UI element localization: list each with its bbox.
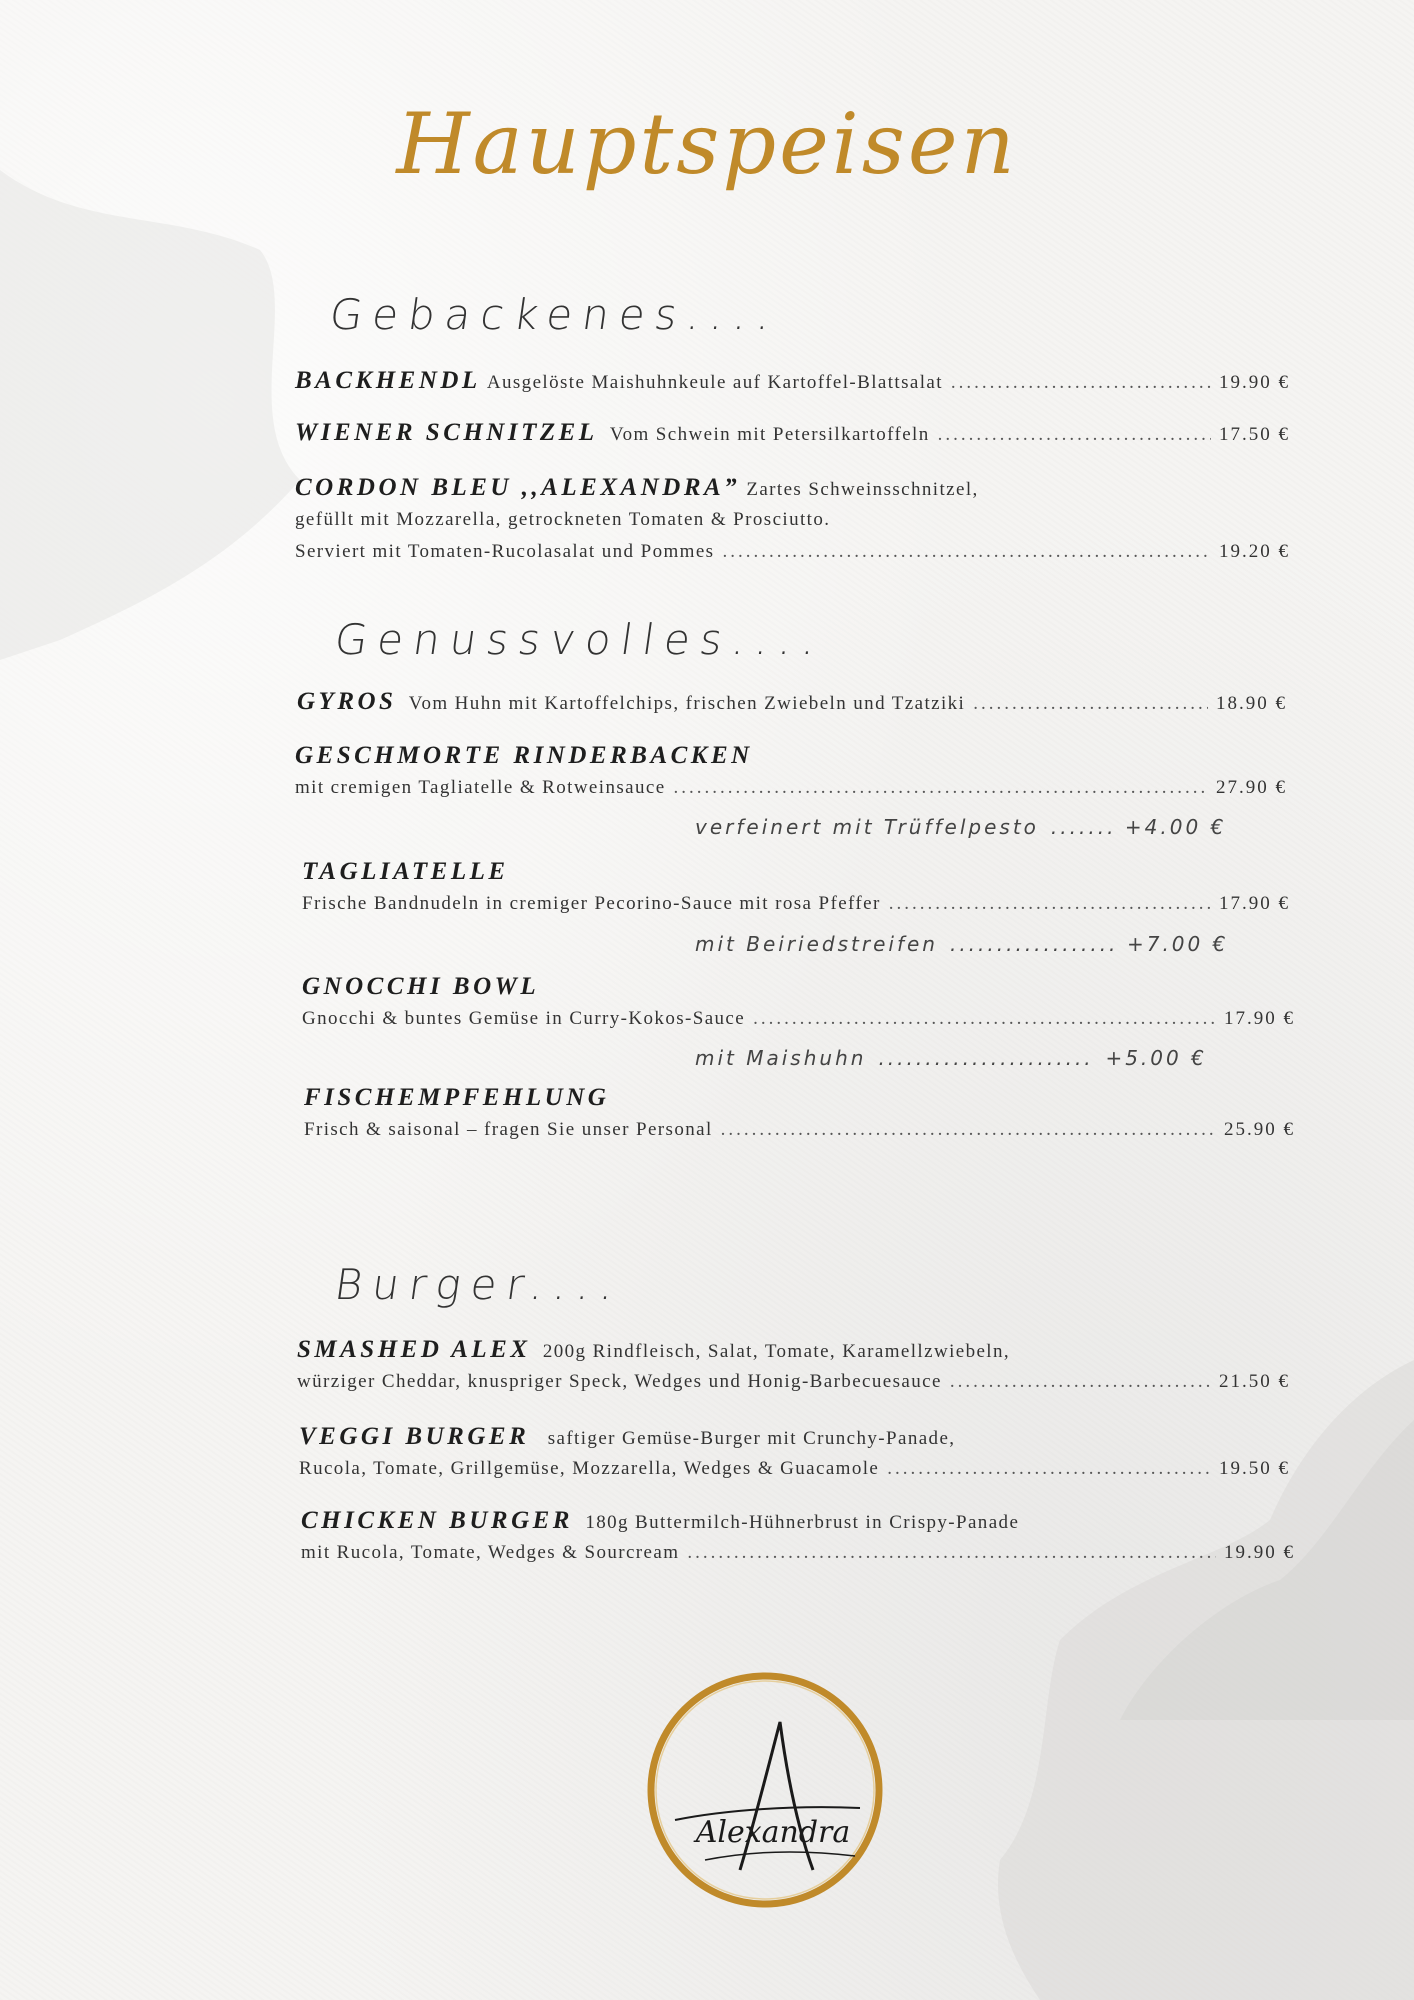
menu-item-wiener-schnitzel <box>295 417 1290 449</box>
menu-item-gyros <box>297 686 1287 718</box>
menu-item-chicken-burger <box>301 1505 1295 1569</box>
extra-label: mit Maishuhn <box>695 1046 867 1070</box>
alexandra-logo <box>645 1670 885 1910</box>
menu-item-cordon-bleu <box>295 472 1290 568</box>
item-name: GESCHMORTE RINDERBACKEN <box>295 742 753 769</box>
item-desc: Zartes Schweinsschnitzel, <box>746 479 979 500</box>
item-desc-line3: Serviert mit Tomaten-Rucolasalat und Pommes <box>295 541 715 562</box>
menu-item-gnocchi-bowl <box>302 971 1295 1035</box>
item-name: WIENER SCHNITZEL <box>295 419 598 446</box>
item-desc-line2: Rucola, Tomate, Grillgemüse, Mozzarella, Wedges & Guacamole <box>299 1458 880 1479</box>
section-title-genussvolles: Genussvolles.... <box>331 615 829 664</box>
extra-price: +4.00 € <box>1124 815 1227 839</box>
item-price: 19.90 € <box>1224 1542 1295 1563</box>
logo-text: Alexandra <box>695 1815 851 1850</box>
item-desc: Frisch & saisonal – fragen Sie unser Personal <box>304 1119 713 1140</box>
item-name: CORDON BLEU ,,ALEXANDRA” <box>295 474 741 501</box>
item-name: CHICKEN BURGER <box>301 1507 573 1534</box>
item-desc-line2: gefüllt mit Mozzarella, getrockneten Tomaten & Prosciutto. <box>295 509 831 530</box>
item-price: 17.50 € <box>1219 424 1290 445</box>
item-price: 21.50 € <box>1219 1371 1290 1392</box>
item-desc: Gnocchi & buntes Gemüse in Curry-Kokos-Sauce <box>302 1008 746 1029</box>
menu-item-veggi-burger <box>299 1421 1290 1485</box>
item-extra-maishuhn <box>695 1046 1207 1070</box>
item-price: 18.90 € <box>1216 693 1287 714</box>
item-extra-beiriedstreifen <box>695 932 1228 956</box>
menu-item-backhendl <box>295 365 1290 397</box>
item-price: 27.90 € <box>1216 777 1287 798</box>
extra-label: mit Beiriedstreifen <box>695 932 938 956</box>
item-price: 19.90 € <box>1219 372 1290 393</box>
item-desc: Vom Huhn mit Kartoffelchips, frischen Zwiebeln und Tzatziki <box>408 693 966 714</box>
item-price: 19.50 € <box>1219 1458 1290 1479</box>
item-name: SMASHED ALEX <box>297 1336 531 1363</box>
menu-item-smashed-alex <box>297 1334 1290 1398</box>
item-price: 25.90 € <box>1224 1119 1295 1140</box>
item-price: 19.20 € <box>1219 541 1290 562</box>
extra-label: verfeinert mit Trüffelpesto <box>695 815 1039 839</box>
item-price: 17.90 € <box>1224 1008 1295 1029</box>
section-title-burger: Burger.... <box>331 1260 627 1309</box>
item-desc: Frische Bandnudeln in cremiger Pecorino-Sauce mit rosa Pfeffer <box>302 893 881 914</box>
item-desc: saftiger Gemüse-Burger mit Crunchy-Panade, <box>547 1428 956 1449</box>
extra-price: +7.00 € <box>1126 932 1229 956</box>
menu-item-rinderbacken <box>295 740 1287 804</box>
item-desc: 180g Buttermilch-Hühnerbrust in Crispy-Panade <box>585 1512 1020 1533</box>
section-title-gebackenes: Gebackenes.... <box>326 290 784 339</box>
item-name: TAGLIATELLE <box>302 858 509 885</box>
item-name: BACKHENDL <box>295 367 481 394</box>
item-name: GNOCCHI BOWL <box>302 973 540 1000</box>
menu-item-fischempfehlung <box>304 1082 1295 1146</box>
extra-price: +5.00 € <box>1105 1046 1207 1070</box>
item-extra-trueffelpesto <box>695 815 1226 839</box>
item-desc-line2: mit Rucola, Tomate, Wedges & Sourcream <box>301 1542 680 1563</box>
item-name: FISCHEMPFEHLUNG <box>304 1084 610 1111</box>
menu-item-tagliatelle <box>302 856 1290 920</box>
item-name: VEGGI BURGER <box>299 1423 530 1450</box>
item-desc: 200g Rindfleisch, Salat, Tomate, Karamellzwiebeln, <box>542 1341 1011 1362</box>
item-desc: Vom Schwein mit Petersilkartoffeln <box>609 424 930 445</box>
item-name: GYROS <box>297 688 397 715</box>
item-price: 17.90 € <box>1219 893 1290 914</box>
item-desc: Ausgelöste Maishuhnkeule auf Kartoffel-Blattsalat <box>486 372 943 393</box>
page-title: Hauptspeisen <box>396 95 1018 193</box>
item-desc: mit cremigen Tagliatelle & Rotweinsauce <box>295 777 666 798</box>
item-desc-line2: würziger Cheddar, knuspriger Speck, Wedges und Honig-Barbecuesauce <box>297 1371 942 1392</box>
